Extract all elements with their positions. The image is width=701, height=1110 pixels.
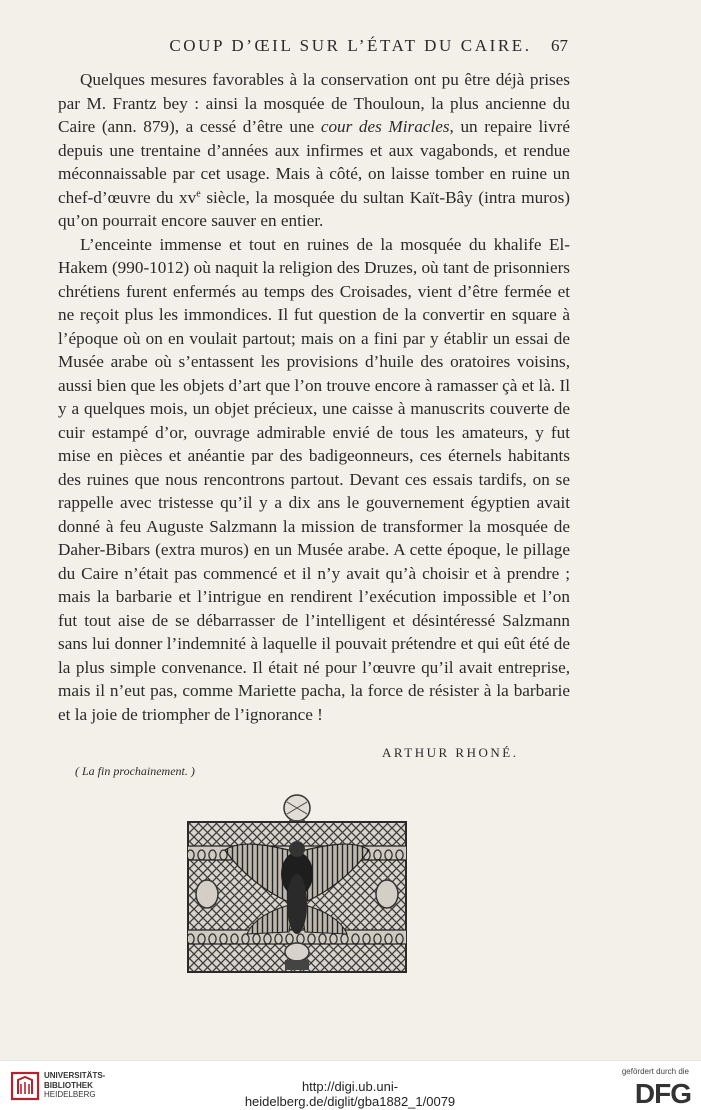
continuation-note: ( La fin prochainement. ) [75,764,195,778]
running-title: COUP D’ŒIL SUR L’ÉTAT DU CAIRE. [169,36,532,55]
century-superscript: e [196,187,201,199]
library-name-line-1: UNIVERSITÄTS- [44,1071,106,1080]
egyptian-pectoral-illustration [185,792,409,977]
paragraph-1-end: siècle, la mosquée du sultan Kaït-Bây (intra muros) qu’on pourrait encore sauver en entier. [58,187,570,230]
funding-label: gefördert durch die [621,1067,689,1076]
paragraph-1-start: Quelques mesures favorables à la conservation ont pu être déjà prises par M. Frantz bey : ainsi la mosquée de Thouloun, la plus ancienne du Caire (ann. 879), a cessé d’être une [58,70,570,136]
dfg-logo: DFG [634,1078,691,1109]
library-name [44,1071,105,1100]
running-head [0,36,701,62]
author-signature: ARTHUR RHONÉ. [382,745,519,760]
paragraph-1 [58,68,570,233]
paragraph-2: L’enceinte immense et tout en ruines de la mosquée du khalife El-Hakem (990-1012) où naquit la religion des Druzes, où tant de prisonniers chrétiens furent enfermés au temps des Croisades, vient d’être fermée et ne reçoit plus les immondices. Il fut question de la convertir en square à l’époque où on en voulait partout; mais on a fini par y établir un essai de Musée arabe où s’entassent les provisions d’huile des oratoires voisins, aussi bien que les objets d’art que l’on trouve encore à ramasser çà et là. Il y a quelques mois, un objet précieux, une caisse à manuscrits couverte de cuir estampé d’or, ouvrage admirable envié de tous les amateurs, y fut mise en pièces et anéantie par des badigeonneurs, ces éternels habitants des ruines que nous rencontrons partout. Devant ces essais tardifs, on se rappelle avec tristesse qu’il y a dix ans le gouvernement égyptien avait donné à feu Auguste Salzmann la mission de transformer la mosquée de Daher-Bibars (extra muros) en un Musée arabe. A cette époque, le pillage du Caire n’était pas commencé et il n’y avait qu’à choisir et à prendre ; mais la barbarie et l’intrigue en rendirent l’exécution impossible et l’on fut tout aise de se débarrasser de l’intelligent et désintéressé Salzmann sans lui donner l’indemnité à laquelle il pouvait prétendre et qui eût été de la plus simple convenance. Il était né pour l’œuvre qu’il avait entreprise, mais il n’eut pas, comme Mariette pacha, la force de résister à la barbarie et la joie de triompher de l’ignorance ! [58,234,570,724]
source-url-link[interactable]: http://digi.ub.uni-heidelberg.de/diglit/gba1882_1/0079 [244,1079,456,1109]
library-name-line-3: HEIDELBERG [44,1090,96,1099]
page-number: 67 [551,36,568,55]
library-name-line-2: BIBLIOTHEK [44,1080,93,1090]
paragraph-1-middle: , un repaire livré depuis une trentaine d’années aux infirmes et aux vagabonds, et rendue méconnaissable par cet usage. Mais à côté, on laisse tomber en ruine un chef-d’œuvre du xv [58,117,571,207]
article-body [58,68,570,726]
university-library-emblem-icon [10,1071,40,1101]
italic-phrase: cour des Miracles [320,117,450,136]
digitization-footer [0,1060,701,1110]
